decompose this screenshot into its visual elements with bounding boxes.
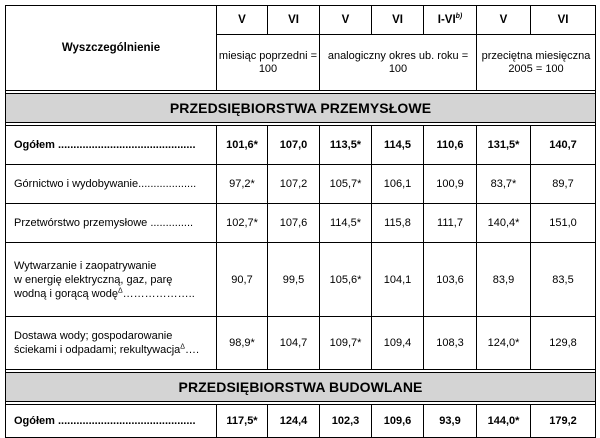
table-cell: 107,0	[268, 126, 320, 165]
month-header: V	[477, 6, 531, 35]
row-label-dots: ….	[184, 344, 200, 356]
row-label	[6, 317, 217, 370]
section-title: PRZEDSIĘBIORSTWA PRZEMYSŁOWE	[6, 94, 596, 123]
table-cell: 140,7	[531, 126, 596, 165]
table-cell: 93,9	[424, 405, 477, 438]
table-cell: 97,2*	[217, 165, 268, 204]
table-cell: 114,5*	[320, 204, 372, 243]
table-cell: 124,4	[268, 405, 320, 438]
table-cell: 98,9*	[217, 317, 268, 370]
table-cell: 106,1	[372, 165, 424, 204]
row-label-dots: ………………..	[122, 287, 195, 300]
table-cell: 100,9	[424, 165, 477, 204]
table-cell: 105,7*	[320, 165, 372, 204]
month-header	[424, 6, 477, 35]
table-row	[6, 243, 596, 317]
table-cell: 110,6	[424, 126, 477, 165]
section-header-row	[6, 94, 596, 123]
table-cell: 151,0	[531, 204, 596, 243]
row-label-line: Dostawa wody; gospodarowanie	[14, 330, 173, 342]
row-label-line: w energię elektryczną, gaz, parę	[14, 273, 173, 286]
table-row	[6, 126, 596, 165]
month-header: VI	[268, 6, 320, 35]
row-label-line: Wytwarzanie i zaopatrywanie	[14, 259, 157, 272]
table-cell: 107,2	[268, 165, 320, 204]
table-cell: 109,6	[372, 405, 424, 438]
table-cell: 102,3	[320, 405, 372, 438]
table-cell: 107,6	[268, 204, 320, 243]
row-label-line: ściekami i odpadami; rekultywacja	[14, 344, 181, 356]
table-cell: 179,2	[531, 405, 596, 438]
table-row	[6, 204, 596, 243]
table-cell: 89,7	[531, 165, 596, 204]
footnote-marker: b)	[455, 13, 463, 21]
section-title: PRZEDSIĘBIORSTWA BUDOWLANE	[6, 373, 596, 402]
table-cell: 111,7	[424, 204, 477, 243]
footnote-marker: Δ	[180, 343, 185, 351]
table-cell: 99,5	[268, 243, 320, 317]
table-cell: 105,6*	[320, 243, 372, 317]
table-cell: 104,7	[268, 317, 320, 370]
table-cell: 108,3	[424, 317, 477, 370]
table-cell: 103,6	[424, 243, 477, 317]
month-header: VI	[531, 6, 596, 35]
table-row	[6, 405, 596, 438]
table-row	[6, 165, 596, 204]
table-cell: 124,0*	[477, 317, 531, 370]
header-months-row	[6, 6, 596, 35]
row-label: Przetwórstwo przemysłowe ..............	[6, 204, 217, 243]
table-cell: 90,7	[217, 243, 268, 317]
base-header-prev-month: miesiąc poprzedni = 100	[217, 35, 320, 91]
column-label-header: Wyszczególnienie	[6, 6, 217, 91]
month-header: V	[217, 6, 268, 35]
table-cell: 113,5*	[320, 126, 372, 165]
row-label: Ogółem .............................................	[6, 405, 217, 438]
row-label-line: wodną i gorącą wodę	[14, 287, 118, 300]
table-cell: 109,4	[372, 317, 424, 370]
table-row	[6, 317, 596, 370]
table-cell: 102,7*	[217, 204, 268, 243]
row-label: Górnictwo i wydobywanie...................	[6, 165, 217, 204]
table-cell: 109,7*	[320, 317, 372, 370]
month-header-text: I-VI	[437, 14, 456, 26]
base-header-same-period: analogiczny okres ub. roku = 100	[320, 35, 477, 91]
section-header-row	[6, 373, 596, 402]
statistics-table	[5, 5, 596, 438]
month-header: V	[320, 6, 372, 35]
table-cell: 129,8	[531, 317, 596, 370]
table-cell: 83,7*	[477, 165, 531, 204]
table-cell: 115,8	[372, 204, 424, 243]
table-cell: 131,5*	[477, 126, 531, 165]
table-cell: 140,4*	[477, 204, 531, 243]
table-cell: 104,1	[372, 243, 424, 317]
table-cell: 83,9	[477, 243, 531, 317]
footnote-marker: Δ	[117, 286, 123, 294]
table-cell: 83,5	[531, 243, 596, 317]
table-cell: 117,5*	[217, 405, 268, 438]
row-label: Ogółem .............................................	[6, 126, 217, 165]
base-header-avg-2005: przeciętna miesięczna 2005 = 100	[477, 35, 596, 91]
table-cell: 114,5	[372, 126, 424, 165]
table-cell: 101,6*	[217, 126, 268, 165]
table-cell: 144,0*	[477, 405, 531, 438]
month-header: VI	[372, 6, 424, 35]
row-label	[6, 243, 217, 317]
